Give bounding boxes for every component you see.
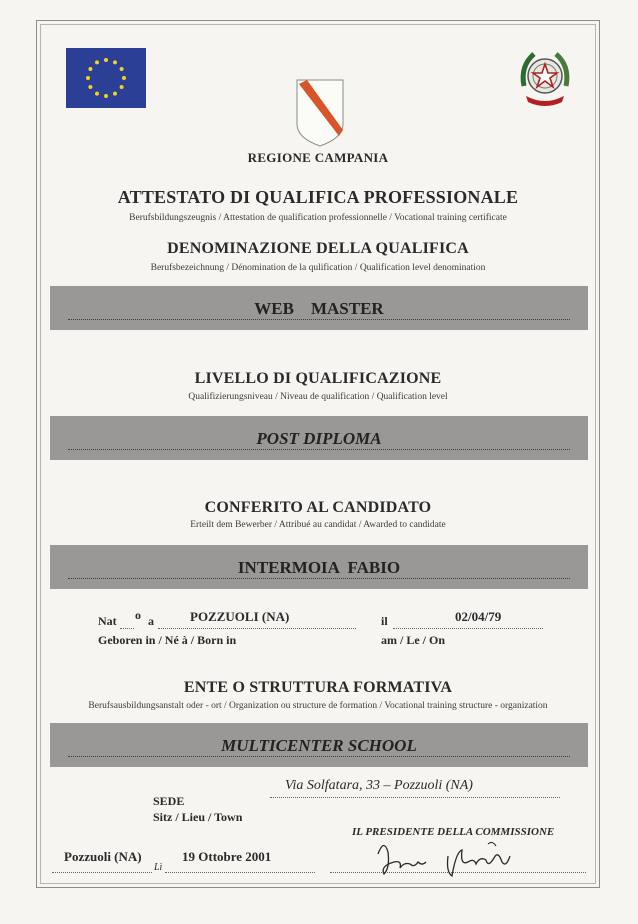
denomination-translations: Berufsbezeichnung / Dénomination de la qulification / Qualification level denomination — [150, 263, 486, 273]
candidate-band — [50, 545, 588, 589]
place-footer-dotted-line — [52, 872, 152, 873]
campania-shield-icon — [294, 78, 346, 148]
institution-band — [50, 723, 588, 767]
institution-translations: Berufsausbildungsanstalt oder - ort / Organization ou structure de formation / Vocational training structure - organization — [88, 701, 548, 711]
institution-address: Via Solfatara, 33 – Pozzuoli (NA) — [285, 778, 473, 793]
qualification-name: WEB MASTER — [254, 299, 384, 318]
candidate-translations: Erteilt dem Bewerber / Attribué au candidat / Awarded to candidate — [190, 520, 446, 530]
place-dotted-line — [158, 628, 356, 629]
gender-suffix: o — [135, 608, 141, 622]
candidate-name: INTERMOIA FABIO — [237, 558, 401, 577]
gender-dotted-line — [120, 628, 134, 629]
level-band — [50, 416, 588, 460]
italian-republic-emblem-icon — [516, 44, 574, 110]
il-label: il — [381, 614, 388, 628]
date-dotted-line — [393, 628, 543, 629]
band-dotted-line — [68, 578, 570, 579]
born-in-label: Geboren in / Né à / Born in — [98, 633, 237, 647]
qualification-level: POST DIPLOMA — [256, 429, 382, 448]
level-label: LIVELLO DI QUALIFICAZIONE — [194, 370, 442, 387]
president-label: IL PRESIDENTE DELLA COMMISSIONE — [352, 826, 555, 838]
band-dotted-line — [68, 449, 570, 450]
sede-label: SEDE — [153, 794, 185, 808]
institution-label: ENTE O STRUTTURA FORMATIVA — [183, 679, 453, 696]
region-name: REGIONE CAMPANIA — [247, 150, 389, 165]
birth-place: POZZUOLI (NA) — [190, 609, 290, 624]
address-dotted-line — [270, 797, 560, 798]
issue-place: Pozzuoli (NA) — [64, 849, 142, 864]
eu-flag-icon — [66, 48, 146, 108]
band-dotted-line — [68, 756, 570, 757]
date-label: am / Le / On — [381, 633, 446, 647]
president-signature — [370, 832, 520, 884]
date-footer-dotted-line — [165, 872, 315, 873]
denomination-label: DENOMINAZIONE DELLA QUALIFICA — [167, 240, 469, 257]
li-label: Lì — [154, 862, 163, 873]
issue-date: 19 Ottobre 2001 — [182, 849, 272, 864]
band-dotted-line — [68, 319, 570, 320]
birth-date: 02/04/79 — [455, 609, 502, 624]
level-translations: Qualifizierungsniveau / Niveau de qualification / Qualification level — [188, 392, 448, 402]
nat-label: Nat — [98, 614, 117, 628]
institution-name: MULTICENTER SCHOOL — [221, 736, 417, 755]
sede-translations: Sitz / Lieu / Town — [153, 810, 243, 824]
candidate-label: CONFERITO AL CANDIDATO — [204, 499, 432, 516]
certificate-title-translations: Berufsbildungszeugnis / Attestation de qualification professionnelle / Vocational training certificate — [129, 213, 507, 223]
certificate-title: ATTESTATO DI QUALIFICA PROFESSIONALE — [117, 187, 519, 207]
denomination-band — [50, 286, 588, 330]
a-label: a — [148, 614, 154, 628]
